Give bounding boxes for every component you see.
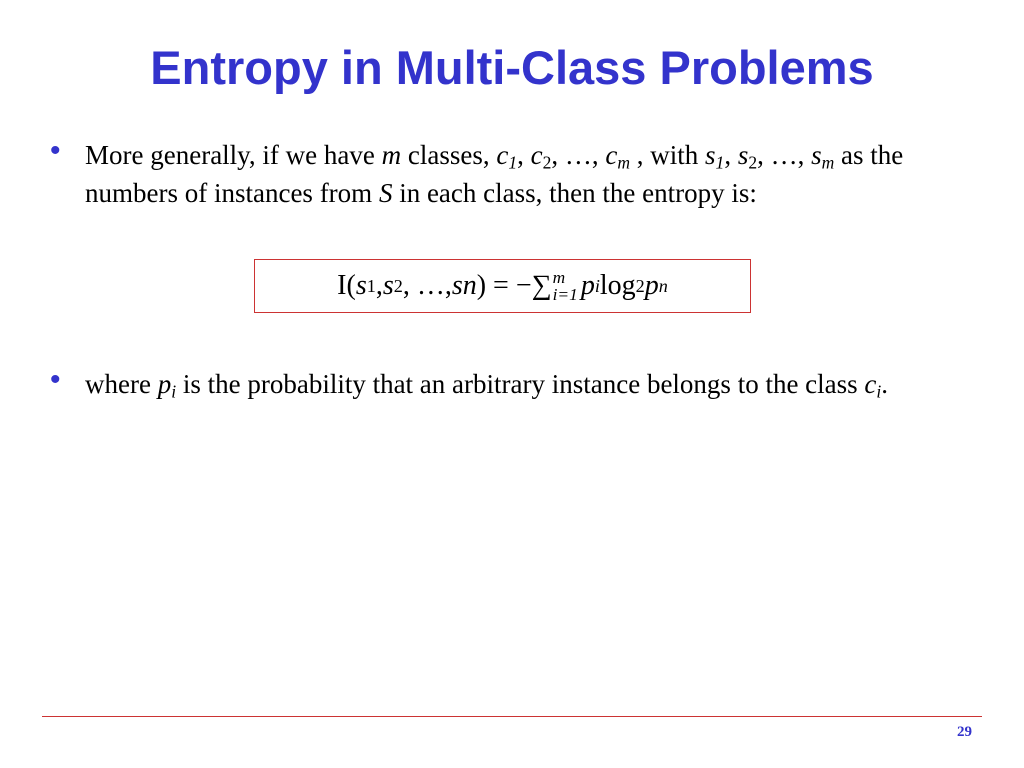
slide-title: Entropy in Multi-Class Problems xyxy=(150,41,874,94)
bullet-text: More generally, if we have m classes, $c_1$, $c_2$, …, $c_m$ , with $s_1$, $s_2$, …, $s_m$ as the numbers of instances from S in each class, then the entropy is: xyxy=(85,140,904,208)
sum-symbol: ∑ xyxy=(531,270,552,301)
bullet-probability xyxy=(50,365,980,403)
footer-divider xyxy=(42,716,982,717)
bullet-dot: • xyxy=(50,363,61,396)
bullet-definition xyxy=(50,136,980,212)
page-number: 29 xyxy=(957,724,972,740)
entropy-formula: I( s 1 , s 2 , …, sn ) = − ∑ m i=1 p i log 2 p n xyxy=(254,259,751,313)
bullet-text: where $p_i$ is the probability that an arbitrary instance belongs to the class $c_i$. xyxy=(85,369,889,402)
sum-limits: m i=1 xyxy=(552,267,578,304)
bullet-dot: • xyxy=(50,134,61,167)
